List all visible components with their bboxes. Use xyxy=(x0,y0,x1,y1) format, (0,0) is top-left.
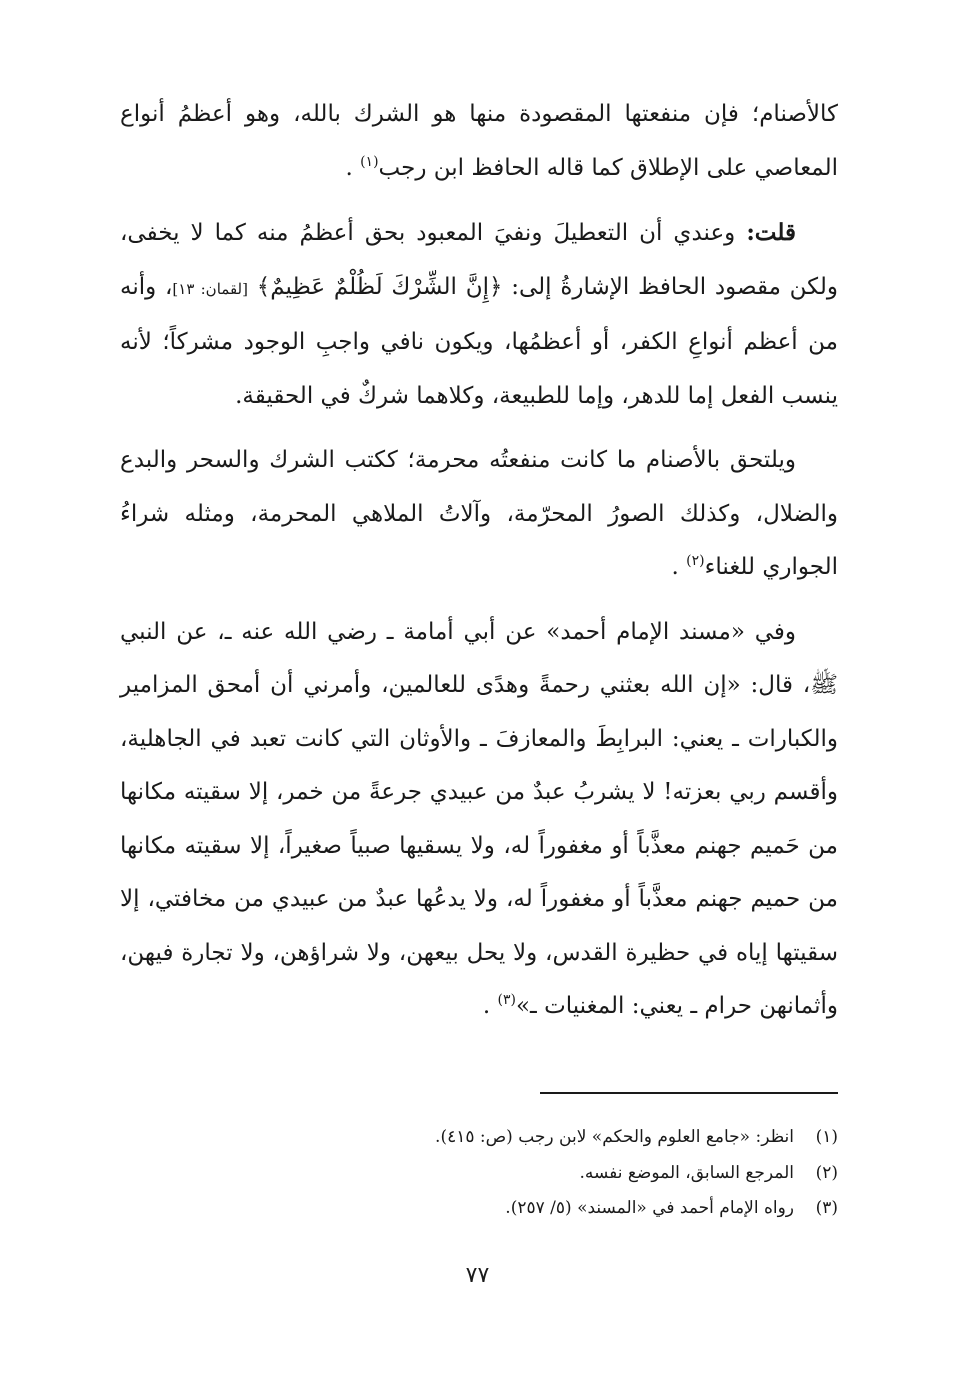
paragraph-2 xyxy=(120,206,838,423)
footnote-2-text: المرجع السابق، الموضع نفسه. xyxy=(579,1162,794,1183)
paragraph-3 xyxy=(120,434,838,595)
paragraph-4-end: . xyxy=(482,993,498,1019)
footnote-marker-1[interactable]: (١) xyxy=(360,153,379,170)
footnote-3-text: رواه الإمام أحمد في «المسند» (٥/ ٢٥٧). xyxy=(505,1198,794,1218)
verse-reference: [لقمان: ١٣] xyxy=(172,279,248,298)
paragraph-4-text: وفي «مسند الإمام أحمد» عن أبي أمامة ـ رضي الله عنه ـ، عن النبي ﷺ، قال: «إن الله بعثني رحمةً وهدًى للعالمين، وأمرني أن أمحق المزامير والكبارات ـ يعني: البرابِطَ والمعازفَ ـ والأوثان التي كانت تعبد في الجاهلية، وأقسم ربي بعزته! لا يشربُ عبدٌ من عبيدي جرعةً من خمر، إلا سقيته مكانها من حَميم جهنم معذَّباً أو مغفوراً له، ولا يسقيها صبياً صغيراً، إلا سقيته مكانها من حميم جهنم معذَّباً أو مغفوراً له، ولا يدعُها عبدٌ من عبيدي من مخافتي، إلا سقيتها إياه في حظيرة القدس، ولا يحل بيعهن، ولا شراؤهن، ولا تجارة فيهن، وأثمانهن حرام ـ يعني: المغنيات ـ» xyxy=(120,618,838,1019)
paragraph-2-text-b: ، وأنه من أعظم أنواعِ الكفر، أو أعظمُها، ويكون نافي واجبِ الوجود مشركاً؛ لأنه ينسب الفعل إما للدهر، وإما للطبيعة، وكلاهما شركٌ في الحقيقة. xyxy=(120,273,838,409)
main-text xyxy=(120,88,838,1045)
paragraph-1-text: كالأصنام؛ فإن منفعتها المقصودة منها هو الشرك بالله، وهو أعظمُ أنواع المعاصي على الإطلاق كما قاله الحافظ ابن رجب xyxy=(120,101,838,181)
footnote-divider xyxy=(540,1092,838,1094)
footnote-1 xyxy=(120,1120,838,1156)
paragraph-2-lead: قلت: xyxy=(746,219,796,246)
footnote-marker-2[interactable]: (٢) xyxy=(686,553,705,569)
footnote-3 xyxy=(120,1191,838,1227)
paragraph-3-end: . xyxy=(671,554,687,580)
footnote-2-number: (٢) xyxy=(815,1162,838,1183)
paragraph-1-end: . xyxy=(345,154,361,181)
paragraph-3-text: ويلتحق بالأصنام ما كانت منفعتُه محرمة؛ ككتب الشرك والسحر والبدع والضلال، وكذلك الصورُ المحرّمة، وآلاتُ الملاهي المحرمة، ومثله شراءُ الجواري للغناء xyxy=(120,447,838,580)
page-number: ٧٧ xyxy=(465,1263,490,1288)
footnote-3-number: (٣) xyxy=(815,1198,838,1218)
footnote-marker-3[interactable]: (٣) xyxy=(497,992,516,1008)
quran-verse: ﴿إِنَّ الشِّرْكَ لَظُلْمٌ عَظِيمٌ﴾ xyxy=(256,273,503,300)
paragraph-4 xyxy=(120,606,838,1034)
paragraph-1 xyxy=(120,88,838,195)
footnote-1-number: (١) xyxy=(815,1127,838,1147)
footnote-2 xyxy=(120,1156,838,1192)
footnote-1-text: انظر: «جامع العلوم والحكم» لابن رجب (ص: ٤١٥). xyxy=(435,1127,794,1147)
paragraph-2-text-a: وعندي أن التعطيلَ ونفيَ المعبود بحق أعظمُ منه كما لا يخفى، ولكن مقصود الحافظ الإشارةُ إلى: xyxy=(120,220,838,300)
footnotes xyxy=(120,1120,838,1227)
